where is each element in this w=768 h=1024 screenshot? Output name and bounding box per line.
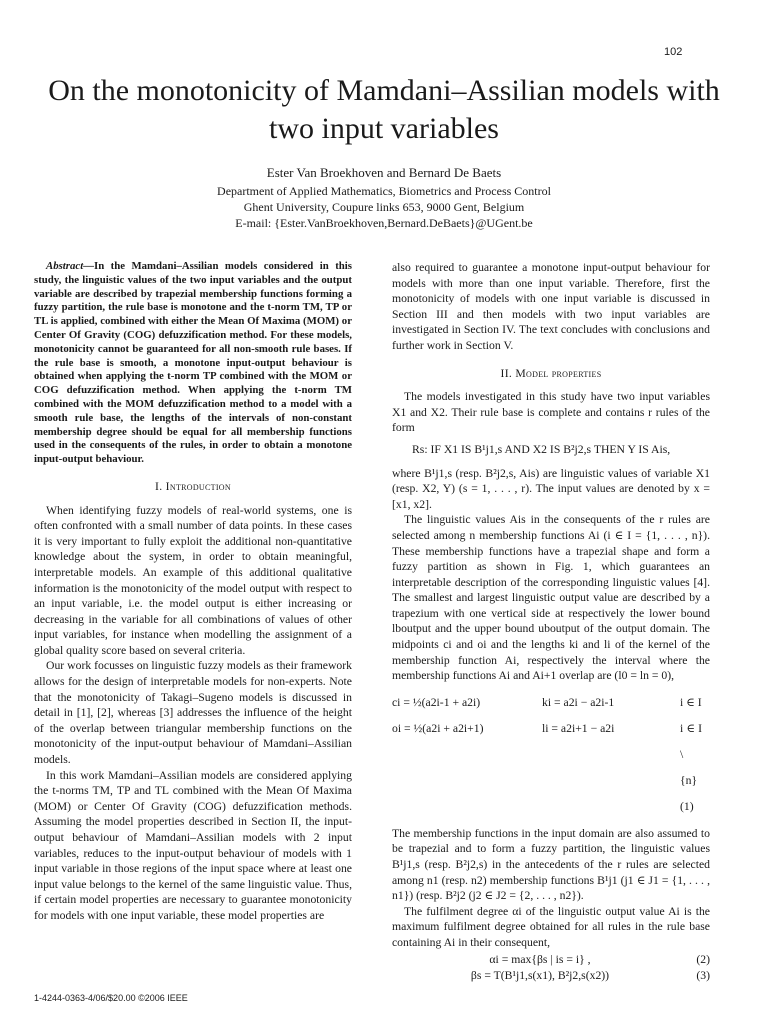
eq1-length-l: li = a2i+1 − a2i bbox=[542, 721, 615, 735]
affiliation bbox=[40, 183, 728, 231]
authors: Ester Van Broekhoven and Bernard De Baets bbox=[266, 165, 502, 180]
equation-2 bbox=[392, 952, 710, 968]
model-paragraph-5: The fulfilment degree αi of the linguistic output value Ai is the maximum fulfilment degree obtained for all rules in the rule base containing Ai in their consequent, bbox=[392, 904, 710, 949]
eq1-midpoint-c: ci = ½(a2i-1 + a2i) bbox=[392, 695, 481, 709]
intro-paragraph-1: When identifying fuzzy models of real-world systems, one is often confronted with a small number of data points. In these cases it is very important to fully exploit the additional non-quantitative knowledge about the system, in order to obtain meaningful, interpretable models. An example of this additional qualitative information is the monotonicity of the model output with respect to an input variable, i.e. the model output is either increasing or decreasing in the variable for all combinations of values of other input variables, for instance when modelling the assignment of a global quality score based on several criteria. bbox=[34, 503, 352, 657]
continued-paragraph: also required to guarantee a monotone input-output behaviour for models with more than one input variable. Therefore, first the monotonicity of models with one input variable is discussed in Section III and then models with two input variables are investigated in Section IV. The text concludes with conclusions and further work in Section V. bbox=[392, 261, 710, 352]
rule-form: Rs: IF X1 IS B¹j1,s AND X2 IS B²j2,s THEN Y IS Ais, bbox=[412, 442, 671, 456]
eq2-number: (2) bbox=[696, 952, 710, 966]
eq1-condition-2: i ∈ I \ {n} (1) bbox=[680, 721, 702, 813]
eq3-body: βs = T(B¹j1,s(x1), B²j2,s(x2)) bbox=[470, 969, 610, 983]
eq1-condition-1: i ∈ I bbox=[680, 695, 702, 709]
section-heading-introduction: I. Introduction bbox=[155, 479, 231, 493]
copyright-footer: 1-4244-0363-4/06/$20.00 ©2006 IEEE bbox=[34, 993, 188, 1003]
right-column bbox=[392, 260, 710, 985]
model-paragraph-2: where B¹j1,s (resp. B²j2,s, Ais) are linguistic values of variable X1 (resp. X2, Y) (s = 1, . . . , r). The input values are denoted by x = [x1, x2]. bbox=[392, 466, 710, 511]
paper-title: On the monotonicity of Mamdani–Assilian models with two input variables bbox=[48, 74, 720, 145]
abstract-lead: Abstract— bbox=[46, 260, 94, 272]
eq3-number: (3) bbox=[696, 969, 710, 983]
affiliation-email: E-mail: {Ester.VanBroekhoven,Bernard.DeBaets}@UGent.be bbox=[235, 216, 533, 230]
model-paragraph-3: The linguistic values Ais in the consequents of the r rules are selected among n membership functions Ai (i ∈ I = {1, . . . , n}). These membership functions have a trapezial shape and form a fuzzy partition as shown in Fig. 1, which guarantees an interpretable description of the corresponding linguistic values [4]. The smallest and largest linguistic output value are described by a trapezium with one vertical side at respectively the lower bound lboutput and the upper bound uboutput of the output domain. The midpoints ci and oi and the lengths ki and li of the kernel of the membership function Ai, respectively the interval where the membership functions Ai and Ai+1 overlap are (l0 = ln = 0), bbox=[392, 513, 710, 683]
intro-paragraph-2: Our work focusses on linguistic fuzzy models as their framework allows for the design of interpretable models for non-experts. Note that the monotonicity of Takagi–Sugeno models is discussed in detail in [1], [2], whereas [3] addresses the influence of the height of the overlap between triangular membership functions on the monotonicity of the input-output behaviour of Mamdani–Assilian models. bbox=[34, 659, 352, 767]
eq1-midpoint-o: oi = ½(a2i + a2i+1) bbox=[392, 721, 484, 735]
abstract bbox=[34, 260, 352, 467]
eq2-body: αi = max{βs | is = i} , bbox=[489, 952, 591, 966]
affiliation-address: Ghent University, Coupure links 653, 9000 Gent, Belgium bbox=[243, 200, 525, 214]
left-column bbox=[34, 260, 352, 924]
model-paragraph-4: The membership functions in the input domain are also assumed to be trapezial and to form a fuzzy partition, the linguistic values B¹j1,s (resp. B²j2,s) in the antecedents of the r rules are selected among n1 (resp. n2) membership functions B¹j1 (j1 ∈ J1 = {1, . . . , n1}) (resp. B²j2 (j2 ∈ J2 = {2, . . . , n2}). bbox=[392, 826, 710, 903]
intro-paragraph-3: In this work Mamdani–Assilian models are considered applying the t-norms TM, TP and TL combined with the Mean Of Maxima (MOM) or Center Of Gravity (COG) defuzzification methods. Assuming the model properties described in Section II, the input-output behaviour of Mamdani–Assilian models with 2 input variables, reduces to the input-output behaviour of models with 1 input variable in those regions of the input space where at least one input value belongs to the kernel of the same linguistic value. Thus, if certain model properties are necessary to guarantee monotonicity for models with one input variable, these model properties are bbox=[34, 768, 352, 922]
model-paragraph-1: The models investigated in this study have two input variables X1 and X2. Their rule base is complete and contains r rules of the form bbox=[392, 390, 710, 435]
equation-1 bbox=[392, 690, 710, 820]
eq1-number: (1) bbox=[680, 799, 694, 813]
page-number: 102 bbox=[664, 46, 683, 58]
equation-3 bbox=[392, 968, 710, 984]
abstract-text: In the Mamdani–Assilian models considered in this study, the linguistic values of the two input variables and the output variable are described by trapezial membership functions forming a fuzzy partition, the rule base is monotone and the t-norm TM, TP or TL is applied, combined with either the Mean Of Maxima (MOM) or Center Of Gravity (COG) defuzzification method. For these models, monotonicity cannot be guaranteed for all non-smooth rule bases. If the rule base is smooth, a monotone input-output behaviour is obtained when applying the t-norm TP combined with the MOM or COG defuzzification method. When applying the t-norm TM combined with the MOM defuzzification method to a model with a smooth rule base, the lengths of the intervals of non-constant membership degree should be equal for all membership functions used in the consequents of the rules, in order to obtain a monotone input-output behaviour. bbox=[34, 260, 352, 466]
eq1-length-k: ki = a2i − a2i-1 bbox=[542, 695, 615, 709]
affiliation-department: Department of Applied Mathematics, Biometrics and Process Control bbox=[217, 184, 551, 198]
section-heading-model-properties: II. Model properties bbox=[500, 366, 602, 380]
